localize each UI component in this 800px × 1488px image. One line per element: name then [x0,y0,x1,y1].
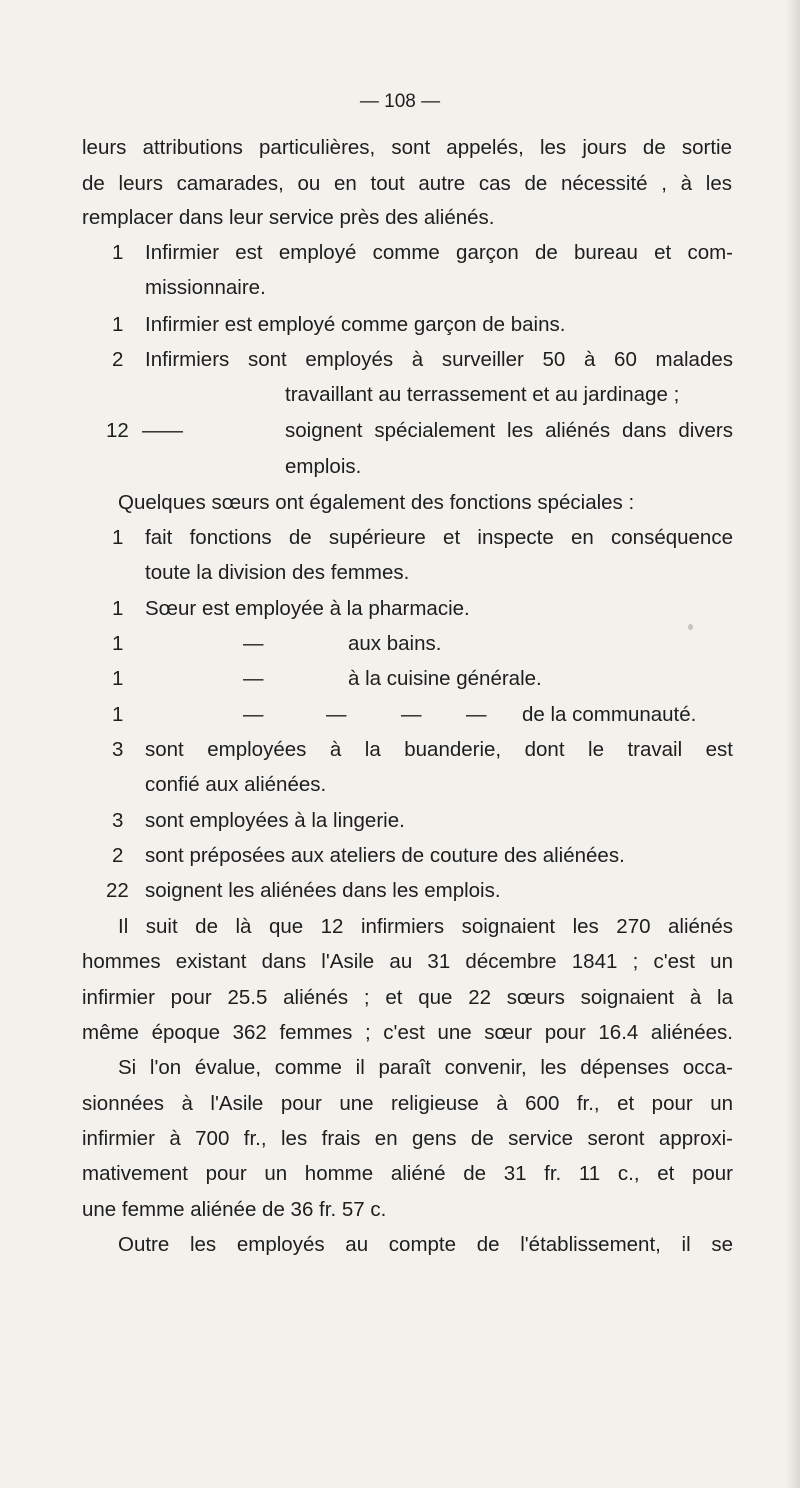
item-text: sont préposées aux ateliers de couture des aliénées. [145,844,625,867]
list-item [0,235,800,271]
item-text: soignent les aliénées dans les emplois. [145,879,501,902]
text-line: sionnées à l'Asile pour une religieuse à 600 fr., et pour un [82,1092,733,1115]
text-line: toute la division des femmes. [145,561,410,584]
item-text: Infirmiers sont employés à surveiller 50 à 60 malades [145,348,733,371]
item-count: 1 [112,667,124,690]
ditto-dash: — [243,667,264,690]
item-count: 2 [112,844,124,867]
text-line: hommes existant dans l'Asile au 31 décembre 1841 ; c'est un [82,950,733,973]
list-item [0,591,800,627]
item-count: 1 [112,526,124,549]
ditto-dash: — [401,703,422,726]
item-text: à la cuisine générale. [348,667,542,690]
page-number-header: — 108 — [359,91,441,112]
text-line: Quelques sœurs ont également des fonctions spéciales : [118,491,635,514]
text-line: Il suit de là que 12 infirmiers soignaient les 270 aliénés [118,915,733,938]
item-count: 3 [112,809,124,832]
text-line: Outre les employés au compte de l'établissement, il se [118,1233,733,1256]
item-count: 1 [112,597,124,620]
list-item [0,626,800,662]
item-text: Sœur est employée à la pharmacie. [145,597,470,620]
ditto-dash: — [243,632,264,655]
item-text: de la communauté. [522,703,697,726]
item-count: 1 [112,632,124,655]
list-item [0,803,800,839]
item-text: fait fonctions de supérieure et inspecte en conséquence [145,526,733,549]
item-count: 2 [112,348,124,371]
list-item [0,413,800,449]
text-line: confié aux aliénées. [145,773,327,796]
item-count: 1 [112,703,124,726]
list-item [0,661,800,697]
ditto-dash: —— [142,419,183,442]
list-item [0,732,800,768]
list-item [0,520,800,556]
item-count: 3 [112,738,124,761]
text-line: Si l'on évalue, comme il paraît convenir, les dépenses occa- [118,1056,733,1079]
ditto-dash: — [466,703,487,726]
ditto-dash: — [243,703,264,726]
item-text: aux bains. [348,632,442,655]
item-count: 1 [112,241,124,264]
item-text: Infirmier est employé comme garçon de bains. [145,313,566,336]
list-item [0,307,800,343]
text-line: mativement pour un homme aliéné de 31 fr. 11 c., et pour [82,1162,733,1185]
text-line: infirmier pour 25.5 aliénés ; et que 22 sœurs soignaient à la [82,986,733,1009]
text-line: leurs attributions particulières, sont appelés, les jours de sortie [82,136,732,159]
item-count: 1 [112,313,124,336]
text-line: remplacer dans leur service près des aliénés. [82,206,495,229]
list-item [0,342,800,378]
list-item [0,697,800,733]
item-text: Infirmier est employé comme garçon de bureau et com- [145,241,733,264]
text-line: emplois. [285,455,362,478]
text-line: infirmier à 700 fr., les frais en gens de service seront approxi- [82,1127,733,1150]
text-line: une femme aliénée de 36 fr. 57 c. [82,1198,387,1221]
ditto-dash: — [326,703,347,726]
list-item [0,838,800,874]
text-line: travaillant au terrassement et au jardinage ; [285,383,680,406]
list-item [0,873,800,909]
item-count: 12 [106,419,129,442]
text-line: missionnaire. [145,276,266,299]
text-line: de leurs camarades, ou en tout autre cas de nécessité , à les [82,172,732,195]
item-text: sont employées à la buanderie, dont le travail est [145,738,733,761]
item-text: soignent spécialement les aliénés dans divers [285,419,733,442]
text-line: même époque 362 femmes ; c'est une sœur pour 16.4 aliénées. [82,1021,733,1044]
item-count: 22 [106,879,129,902]
item-text: sont employées à la lingerie. [145,809,405,832]
